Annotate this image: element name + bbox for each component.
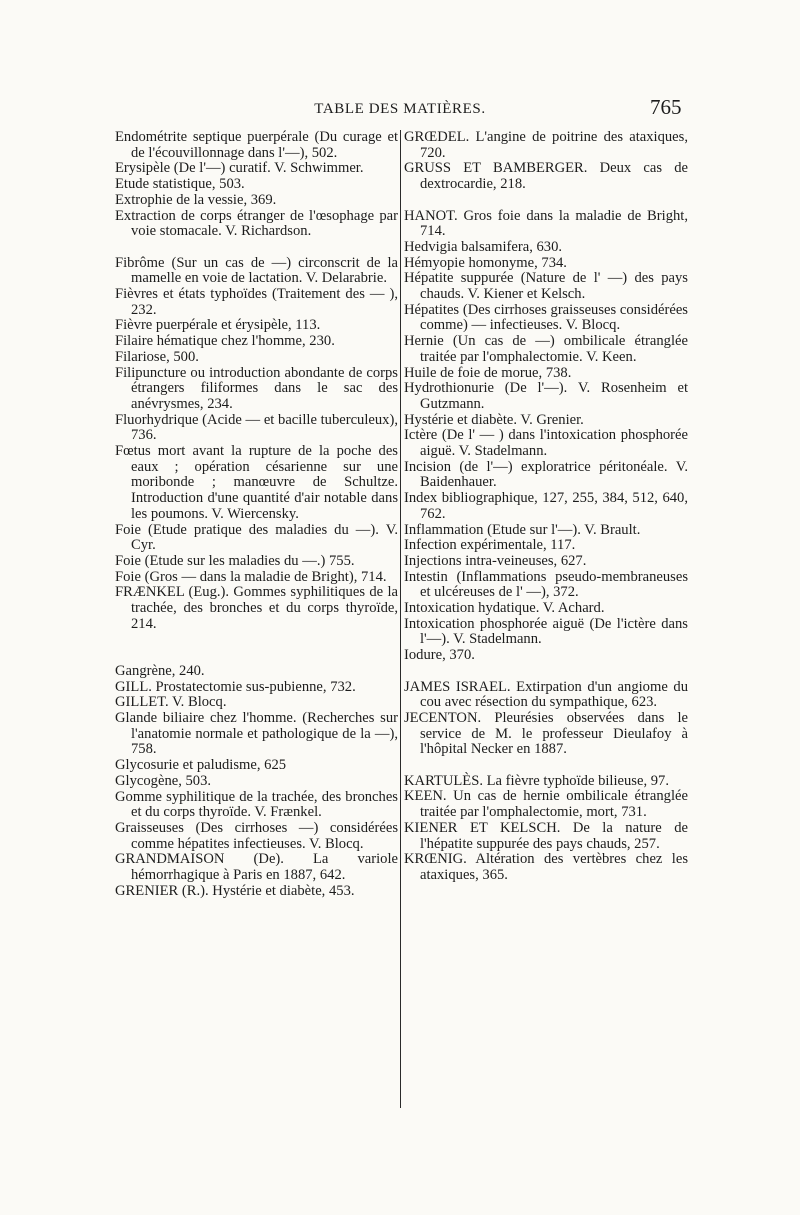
- index-entry: Gangrène, 240.: [115, 662, 205, 679]
- index-entry: GRUSS ET BAMBERGER. Deux cas de dextrocardie, 218.: [404, 160, 688, 193]
- index-entry: HANOT. Gros foie dans la maladie de Bright, 714.: [404, 207, 688, 240]
- index-entry: Intoxication phosphorée aiguë (De l'ictère dans l'—). V. Stadelmann.: [404, 615, 688, 648]
- index-entry: Fièvre puerpérale et érysipèle, 113.: [115, 317, 321, 334]
- index-entry: Extrophie de la vessie, 369.: [115, 191, 277, 208]
- index-entry: GRANDMAISON (De). La variole hémorrhagique à Paris en 1887, 642.: [115, 851, 398, 884]
- index-entry: Erysipèle (De l'—) curatif. V. Schwimmer.: [115, 160, 364, 177]
- index-entry: Foie (Etude sur les maladies du —.) 755.: [115, 552, 355, 569]
- index-entry: Inflammation (Etude sur l'—). V. Brault.: [404, 521, 641, 538]
- index-entry: KARTULÈS. La fièvre typhoïde bilieuse, 97.: [404, 772, 669, 789]
- index-entry: Intoxication hydatique. V. Achard.: [404, 600, 605, 617]
- index-entry: Hedvigia balsamifera, 630.: [404, 238, 563, 255]
- index-entry: Iodure, 370.: [404, 647, 475, 664]
- index-entry: Graisseuses (Des cirrhoses —) considérées comme hépatites infectieuses. V. Blocq.: [115, 819, 398, 852]
- index-entry: Foie (Etude pratique des maladies du —). V. Cyr.: [115, 521, 398, 554]
- index-entry: Hépatites (Des cirrhoses graisseuses considérées comme) — infectieuses. V. Blocq.: [404, 301, 688, 334]
- index-entry: Index bibliographique, 127, 255, 384, 512, 640, 762.: [404, 490, 688, 522]
- index-entry: Glande biliaire chez l'homme. (Recherches sur l'anatomie normale et pathologique de la —), 758.: [115, 709, 398, 758]
- index-entry: Filaire hématique chez l'homme, 230.: [115, 333, 335, 350]
- index-entry: Huile de foie de morue, 738.: [404, 364, 572, 381]
- index-entry: Etude statistique, 503.: [115, 176, 245, 193]
- index-entry: Endométrite septique puerpérale (Du curage et de l'écouvillonnage dans l'—), 502.: [115, 129, 398, 161]
- index-entry: JAMES ISRAEL. Extirpation d'un angiome du cou avec résection du sympathique, 623.: [404, 678, 688, 711]
- index-entry: GILLET. V. Blocq.: [115, 694, 227, 711]
- index-entry: JECENTON. Pleurésies observées dans le service de M. le professeur Dieulafoy à l'hôpital Necker en 1887.: [404, 709, 688, 758]
- index-entry: Hernie (Un cas de —) ombilicale étranglée traitée par l'omphalectomie. V. Keen.: [404, 333, 688, 365]
- index-entry: KRŒNIG. Altération des vertèbres chez les ataxiques, 365.: [404, 851, 688, 883]
- index-entry: Intestin (Inflammations pseudo-membraneuses et ulcéreuses de l' —), 372.: [404, 568, 688, 601]
- index-entry: KIENER ET KELSCH. De la nature de l'hépatite suppurée des pays chauds, 257.: [404, 819, 688, 852]
- index-entry: Filariose, 500.: [115, 348, 199, 365]
- index-entry: Foie (Gros — dans la maladie de Bright), 714.: [115, 568, 387, 585]
- index-entry: Hémyopie homonyme, 734.: [404, 254, 567, 271]
- index-entry: Filipuncture ou introduction abondante de corps étrangers filiformes dans le sac des anévrysmes, 234.: [115, 364, 398, 412]
- index-entry: GILL. Prostatectomie sus-pubienne, 732.: [115, 678, 356, 695]
- index-entry: FRÆNKEL (Eug.). Gommes syphilitiques de la trachée, des bronches et du corps thyroïde, 214.: [115, 584, 398, 632]
- index-entry: Gomme syphilitique de la trachée, des bronches et du corps thyroïde. V. Frænkel.: [115, 788, 398, 821]
- running-title: TABLE DES MATIÈRES.: [314, 101, 486, 117]
- page-number: 765: [650, 95, 682, 119]
- index-entry: Hystérie et diabète. V. Grenier.: [404, 411, 584, 428]
- index-entry: Fibrôme (Sur un cas de —) circonscrit de la mamelle en voie de lactation. V. Delarabrie.: [115, 254, 398, 287]
- index-entry: Hydrothionurie (De l'—). V. Rosenheim et Gutzmann.: [404, 380, 688, 412]
- index-entry: Glycogène, 503.: [115, 772, 212, 789]
- index-entry: KEEN. Un cas de hernie ombilicale étranglée traitée par l'omphalectomie, mort, 731.: [404, 788, 688, 821]
- left-column: [115, 130, 398, 899]
- column-divider: [400, 130, 401, 1108]
- index-entry: Infection expérimentale, 117.: [404, 537, 576, 554]
- right-column: [404, 130, 688, 884]
- index-entry: Fœtus mort avant la rupture de la poche des eaux ; opération césarienne sur une moribonde ; manœuvre de Schultze. Introduction d'une quantité d'air notable dans les poumons. V. Wiercensky.: [115, 443, 398, 522]
- index-entry: Glycosurie et paludisme, 625: [115, 757, 287, 774]
- index-entry: Injections intra-veineuses, 627.: [404, 552, 587, 569]
- index-entry: GRŒDEL. L'angine de poitrine des ataxiques, 720.: [404, 129, 688, 161]
- index-entry: Ictère (De l' — ) dans l'intoxication phosphorée aiguë. V. Stadelmann.: [404, 427, 688, 460]
- index-entry: Fièvres et états typhoïdes (Traitement des — ), 232.: [115, 286, 398, 318]
- page-header: [0, 95, 800, 125]
- index-entry: Extraction de corps étranger de l'œsophage par voie stomacale. V. Richardson.: [115, 207, 398, 240]
- index-entry: GRENIER (R.). Hystérie et diabète, 453.: [115, 882, 355, 899]
- index-entry: Hépatite suppurée (Nature de l' —) des pays chauds. V. Kiener et Kelsch.: [404, 270, 688, 303]
- index-entry: Incision (de l'—) exploratrice péritonéale. V. Baidenhauer.: [404, 458, 688, 491]
- index-entry: Fluorhydrique (Acide — et bacille tuberculeux), 736.: [115, 411, 398, 444]
